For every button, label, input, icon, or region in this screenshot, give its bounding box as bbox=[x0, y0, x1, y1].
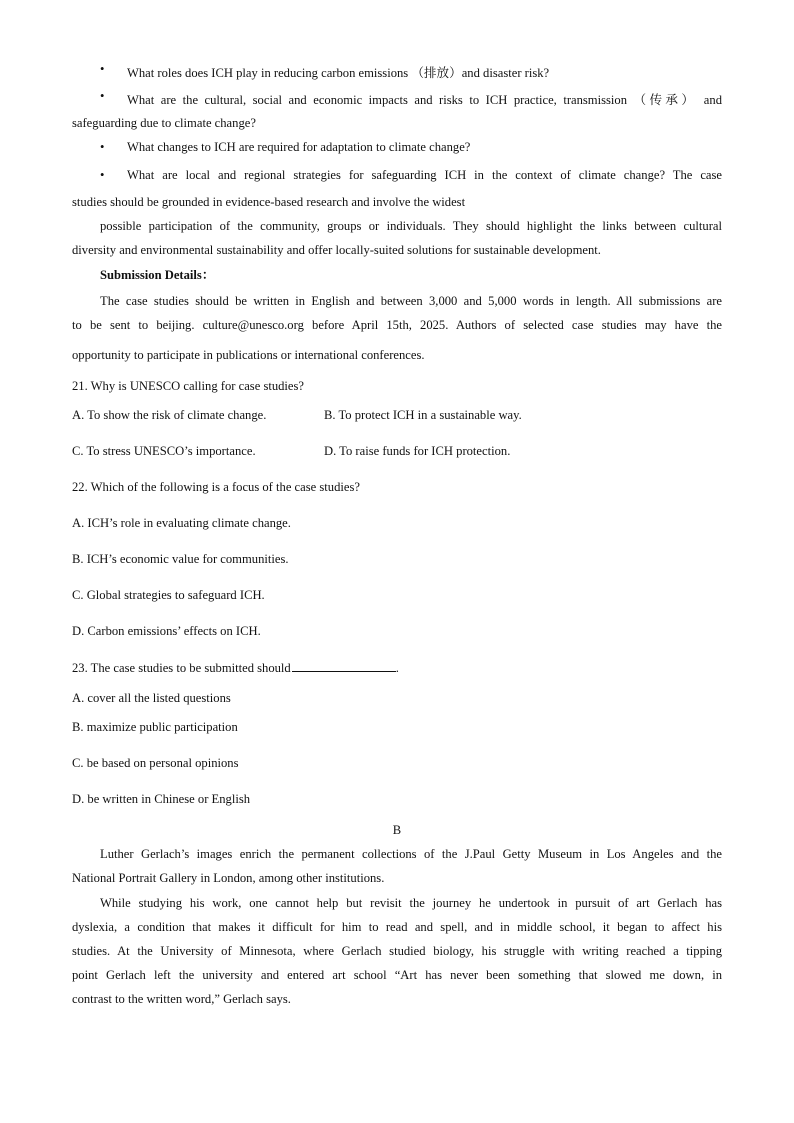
bullet-marker: • bbox=[100, 89, 105, 103]
bullet-marker: • bbox=[100, 62, 105, 76]
section-b-label: B bbox=[392, 823, 402, 837]
bullet-question-3: What changes to ICH are required for adaptation to climate change? bbox=[127, 140, 471, 154]
question-23-stem-end: . bbox=[395, 661, 399, 675]
section-b-p2-line5: contrast to the written word,” Gerlach says. bbox=[72, 992, 291, 1006]
bullet-marker: • bbox=[100, 168, 105, 182]
question-23-option-d: D. be written in Chinese or English bbox=[72, 792, 251, 806]
question-21-stem: 21. Why is UNESCO calling for case studies? bbox=[72, 379, 305, 393]
bullet-question-4-line2: studies should be grounded in evidence-based research and involve the widest bbox=[72, 195, 466, 209]
question-21-option-d: D. To raise funds for ICH protection. bbox=[324, 444, 511, 458]
question-23-stem bbox=[72, 659, 399, 676]
answer-blank bbox=[292, 659, 396, 672]
question-23-option-b: B. maximize public participation bbox=[72, 720, 238, 734]
participation-line2: diversity and environmental sustainability and offer locally-suited solutions for sustainable development. bbox=[72, 243, 601, 257]
question-23-option-c: C. be based on personal opinions bbox=[72, 756, 239, 770]
question-21-option-b: B. To protect ICH in a sustainable way. bbox=[324, 408, 522, 422]
question-22-option-a: A. ICH’s role in evaluating climate change. bbox=[72, 516, 291, 530]
section-b-p2-line1: While studying his work, one cannot help but revisit the journey he undertook in pursuit of art Gerlach has bbox=[100, 896, 722, 910]
submission-heading: Submission Details： bbox=[100, 268, 215, 282]
question-21-option-c: C. To stress UNESCO’s importance. bbox=[72, 444, 256, 458]
bullet-question-2-line1: What are the cultural, social and economic impacts and risks to ICH practice, transmission （传承） and bbox=[127, 93, 722, 107]
bullet-question-2-line2: safeguarding due to climate change? bbox=[72, 116, 256, 130]
section-b-p1-line2: National Portrait Gallery in London, among other institutions. bbox=[72, 871, 385, 885]
question-22-option-d: D. Carbon emissions’ effects on ICH. bbox=[72, 624, 261, 638]
section-b-p2-line4: point Gerlach left the university and entered art school “Art has never been something that slowed me down, in bbox=[72, 968, 722, 982]
question-21-option-a: A. To show the risk of climate change. bbox=[72, 408, 267, 422]
question-22-option-c: C. Global strategies to safeguard ICH. bbox=[72, 588, 265, 602]
submission-line1: The case studies should be written in English and between 3,000 and 5,000 words in length. All submissions are bbox=[100, 294, 722, 308]
question-22-stem: 22. Which of the following is a focus of the case studies? bbox=[72, 480, 360, 494]
question-23-stem-text: 23. The case studies to be submitted should bbox=[72, 661, 291, 675]
bullet-question-4-line1: What are local and regional strategies for safeguarding ICH in the context of climate change? The case bbox=[127, 168, 722, 182]
section-b-p2-line2: dyslexia, a condition that makes it difficult for him to read and spell, and in middle school, it began to affect his bbox=[72, 920, 722, 934]
bullet-marker: • bbox=[100, 140, 105, 154]
submission-line3: opportunity to participate in publications or international conferences. bbox=[72, 348, 425, 362]
bullet-question-1: What roles does ICH play in reducing carbon emissions （排放）and disaster risk? bbox=[127, 66, 550, 80]
section-b-p1-line1: Luther Gerlach’s images enrich the permanent collections of the J.Paul Getty Museum in Los Angeles and the bbox=[100, 847, 722, 861]
participation-line1: possible participation of the community, groups or individuals. They should highlight the links between cultural bbox=[100, 219, 722, 233]
section-b-p2-line3: studies. At the University of Minnesota, where Gerlach studied biology, his struggle with writing reached a tipping bbox=[72, 944, 722, 958]
question-22-option-b: B. ICH’s economic value for communities. bbox=[72, 552, 289, 566]
question-23-option-a: A. cover all the listed questions bbox=[72, 691, 231, 705]
submission-line2: to be sent to beijing. culture@unesco.org before April 15th, 2025. Authors of selected case studies may have the bbox=[72, 318, 722, 332]
